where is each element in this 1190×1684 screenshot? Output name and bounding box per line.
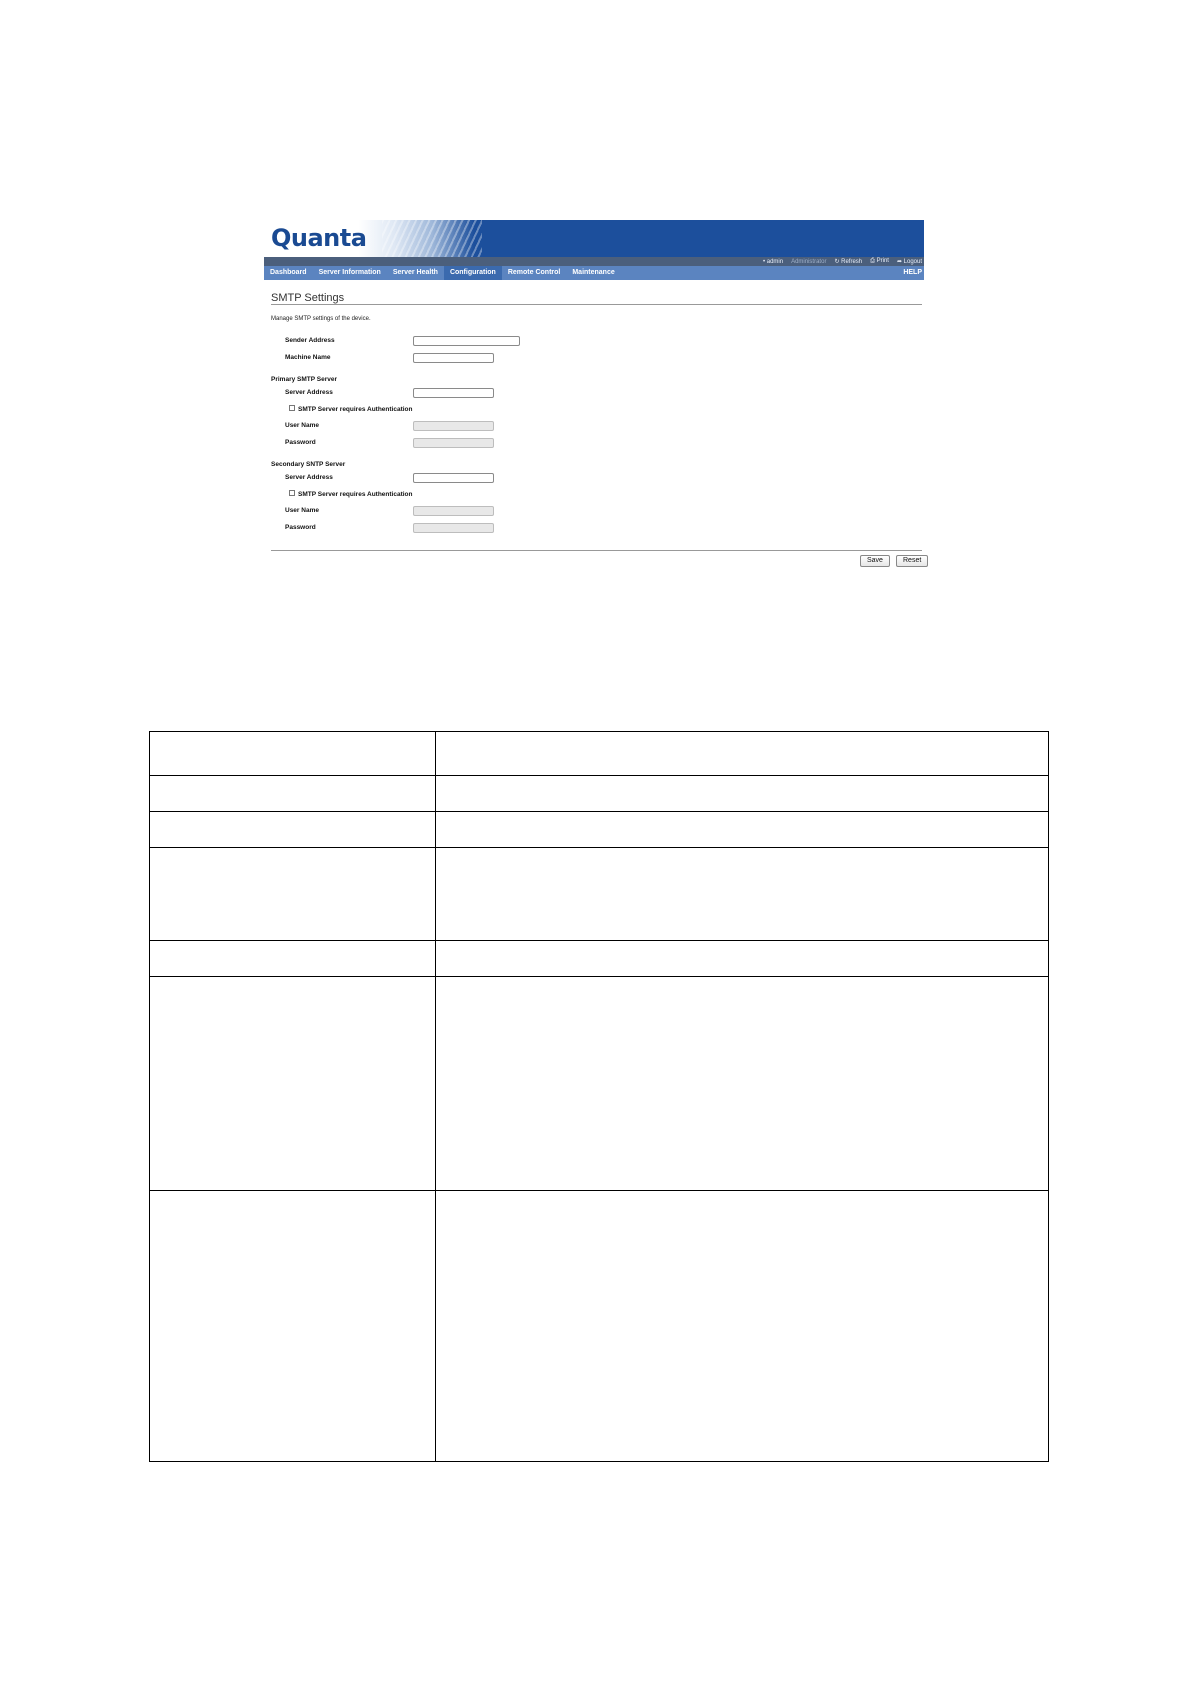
- logo-swirl-graphic: [382, 220, 482, 257]
- table-row: [150, 977, 1049, 1191]
- secondary-password-input[interactable]: [413, 523, 494, 533]
- secondary-smtp-heading: Secondary SNTP Server: [271, 461, 346, 468]
- page-description: Manage SMTP settings of the device.: [271, 316, 371, 322]
- print-link[interactable]: ⎙ Print: [870, 258, 889, 264]
- primary-auth-label: SMTP Server requires Authentication: [298, 406, 413, 413]
- page-title: SMTP Settings: [271, 292, 345, 304]
- smtp-settings-screenshot: [264, 220, 924, 570]
- user-indicator: • admin: [762, 258, 784, 265]
- secondary-server-address-input[interactable]: [413, 473, 494, 483]
- sender-address-label: Sender Address: [285, 337, 335, 344]
- field-description-table: [149, 731, 1049, 1462]
- table-row: [150, 941, 1049, 977]
- sender-address-input[interactable]: [413, 336, 520, 346]
- table-cell: [436, 776, 1049, 812]
- table-cell: [436, 848, 1049, 941]
- secondary-user-name-label: User Name: [285, 507, 319, 514]
- table-cell: [436, 812, 1049, 848]
- primary-password-input[interactable]: [413, 438, 494, 448]
- form-footer-divider: [271, 550, 922, 551]
- reset-button[interactable]: Reset: [896, 555, 928, 567]
- brand-logo: Quanta: [271, 224, 367, 252]
- table-cell: [436, 1191, 1049, 1462]
- table-cell: [150, 941, 436, 977]
- primary-server-address-label: Server Address: [285, 389, 333, 396]
- machine-name-input[interactable]: [413, 353, 494, 363]
- nav-maintenance[interactable]: Maintenance: [572, 269, 615, 276]
- header-banner: [264, 220, 924, 257]
- nav-remote-control[interactable]: Remote Control: [507, 269, 561, 276]
- nav-server-health[interactable]: Server Health: [392, 269, 438, 276]
- table-row: [150, 812, 1049, 848]
- table-cell: [150, 848, 436, 941]
- secondary-auth-label: SMTP Server requires Authentication: [298, 491, 413, 498]
- user-toolbar: [264, 257, 924, 266]
- nav-server-information[interactable]: Server Information: [318, 269, 381, 276]
- table-cell: [436, 941, 1049, 977]
- primary-user-name-input[interactable]: [413, 421, 494, 431]
- table-cell: [436, 977, 1049, 1191]
- primary-server-address-input[interactable]: [413, 388, 494, 398]
- machine-name-label: Machine Name: [285, 354, 331, 361]
- secondary-user-name-input[interactable]: [413, 506, 494, 516]
- table-cell: [150, 812, 436, 848]
- logout-link[interactable]: ➦ Logout: [896, 259, 922, 265]
- refresh-link[interactable]: ↻ Refresh: [834, 259, 863, 265]
- table-row: [150, 776, 1049, 812]
- table-cell: [150, 776, 436, 812]
- help-link[interactable]: HELP: [903, 269, 922, 276]
- primary-password-label: Password: [285, 439, 316, 446]
- user-role: Administrator: [791, 258, 827, 265]
- main-nav: [264, 266, 924, 280]
- table-row: [150, 1191, 1049, 1462]
- save-button[interactable]: Save: [860, 555, 890, 567]
- nav-configuration[interactable]: Configuration: [444, 266, 502, 280]
- primary-smtp-heading: Primary SMTP Server: [271, 376, 337, 383]
- table-cell: [436, 732, 1049, 776]
- secondary-server-address-label: Server Address: [285, 474, 333, 481]
- table-cell: [150, 1191, 436, 1462]
- secondary-auth-checkbox[interactable]: [289, 490, 295, 496]
- secondary-password-label: Password: [285, 524, 316, 531]
- primary-auth-checkbox[interactable]: [289, 405, 295, 411]
- title-divider: [271, 304, 922, 305]
- table-cell: [150, 732, 436, 776]
- table-row: [150, 732, 1049, 776]
- nav-dashboard[interactable]: Dashboard: [270, 269, 307, 276]
- table-row: [150, 848, 1049, 941]
- table-cell: [150, 977, 436, 1191]
- primary-user-name-label: User Name: [285, 422, 319, 429]
